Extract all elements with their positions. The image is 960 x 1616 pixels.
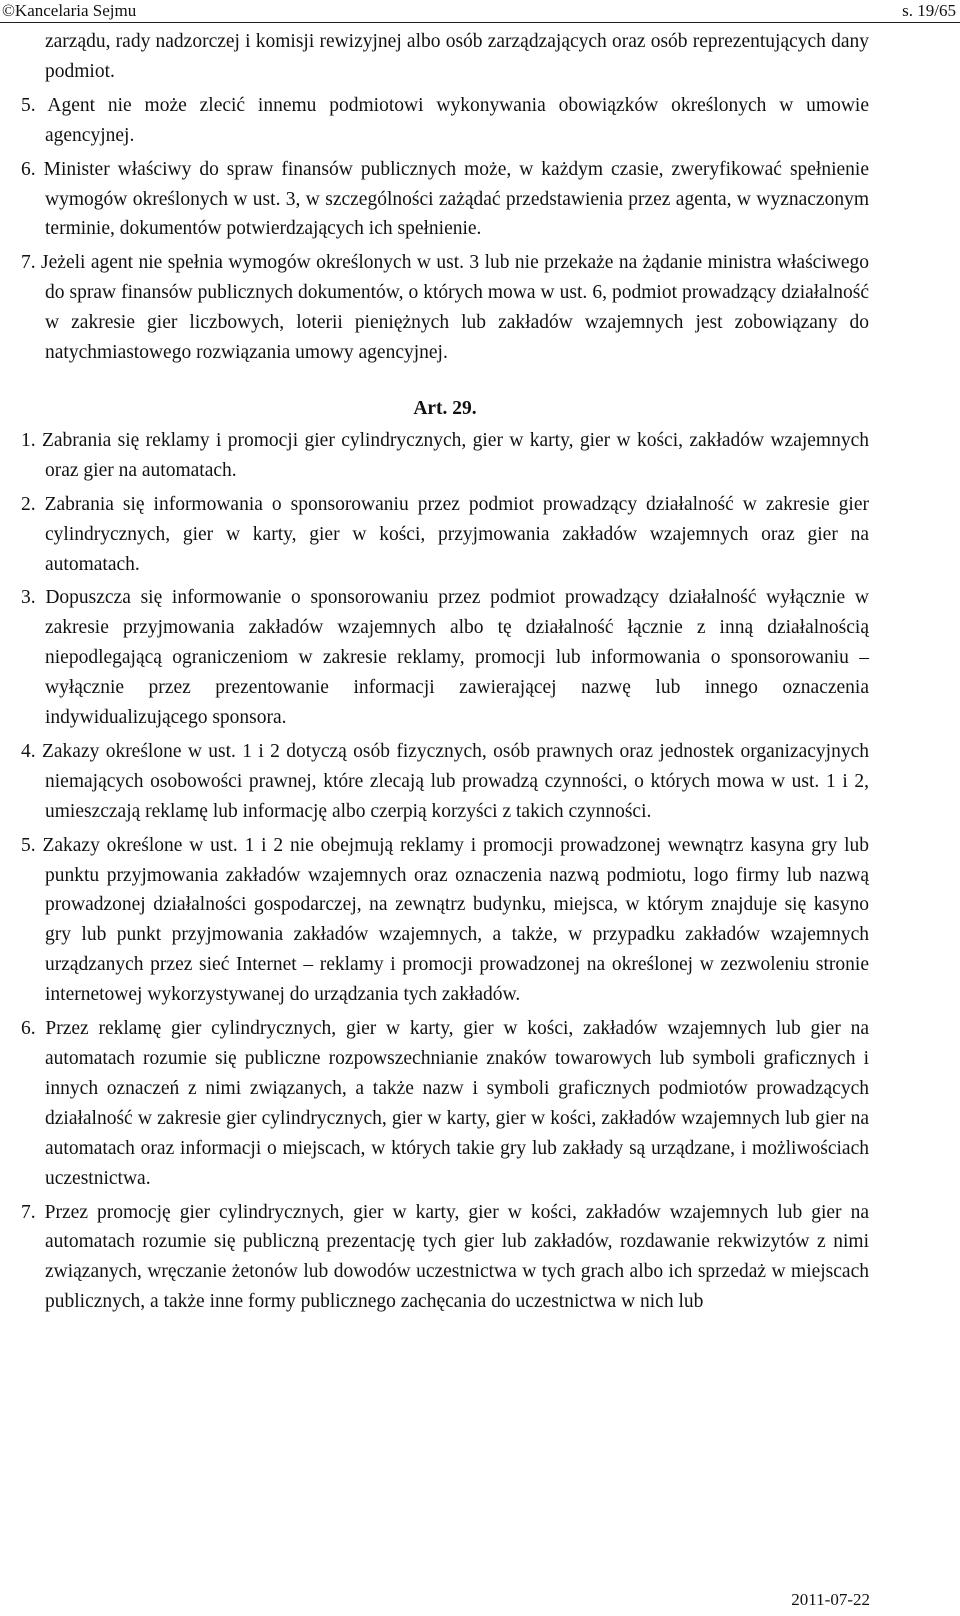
document-body: [21, 27, 869, 1321]
page-header: [0, 0, 960, 23]
paragraph-6: 6. Minister właściwy do spraw finansów publicznych może, w każdym czasie, zweryfikować spełnienie wymogów określonych w ust. 3, w szczególności zażądać przedstawienia przez agenta, w wyznaczonym terminie, dokumentów potwierdzających ich spełnienie.: [21, 158, 869, 240]
article-paragraph-7: 7. Przez promocję gier cylindrycznych, gier w karty, gier w kości, zakładów wzajemnych lub gier na automatach rozumie się publiczną prezentację tych gier lub zakładów, rozdawanie rekwizytów z nimi związanych, wręczanie żetonów lub dowodów uczestnictwa w tych grach albo ich sprzedaż w miejscach publicznych, a także inne formy publicznego zachęcania do uczestnictwa w nich lub: [21, 1201, 869, 1313]
page-number: s. 19/65: [902, 1, 956, 20]
article-paragraph-1: 1. Zabrania się reklamy i promocji gier cylindrycznych, gier w karty, gier w kości, zakładów wzajemnych oraz gier na automatach.: [21, 429, 869, 481]
article-title: Art. 29.: [413, 397, 477, 419]
paragraph-continuation: zarządu, rady nadzorczej i komisji rewizyjnej albo osób zarządzających oraz osób reprezentujących dany podmiot.: [45, 31, 869, 82]
article-paragraph-3: 3. Dopuszcza się informowanie o sponsorowaniu przez podmiot prowadzący działalność wyłącznie w zakresie przyjmowania zakładów wzajemnych albo tę działalność łącznie z inną działalnością niepodlegającą ograniczeniom w zakresie reklamy, promocji lub informowania o sponsorowaniu – wyłącznie przez prezentowanie informacji zawierającej nazwę lub innego oznaczenia indywidualizującego sponsora.: [21, 587, 869, 729]
paragraph-5: 5. Agent nie może zlecić innemu podmiotowi wykonywania obowiązków określonych w umowie agencyjnej.: [21, 94, 869, 146]
article-paragraph-2: 2. Zabrania się informowania o sponsorowaniu przez podmiot prowadzący działalność w zakresie gier cylindrycznych, gier w karty, gier w kości, przyjmowania zakładów wzajemnych oraz gier na automatach.: [21, 493, 869, 575]
paragraph-7: 7. Jeżeli agent nie spełnia wymogów określonych w ust. 3 lub nie przekaże na żądanie ministra właściwego do spraw finansów publicznych dokumentów, o których mowa w ust. 6, podmiot prowadzący działalność w zakresie gier liczbowych, loterii pieniężnych lub zakładów wzajemnych jest zobowiązany do natychmiastowego rozwiązania umowy agencyjnej.: [21, 252, 869, 364]
article-paragraph-5: 5. Zakazy określone w ust. 1 i 2 nie obejmują reklamy i promocji prowadzonej wewnątrz kasyna gry lub punktu przyjmowania zakładów wzajemnych oraz oznaczenia nazwą podmiotu, logo firmy lub nazwą prowadzonej działalności gospodarczej, na zewnątrz budynku, miejsca, w którym znajduje się kasyno gry lub punkt przyjmowania zakładów wzajemnych, a także, w przypadku zakładów wzajemnych urządzanych przez sieć Internet – reklamy i promocji prowadzonej na określonej w zezwoleniu stronie internetowej wykorzystywanej do urządzania tych zakładów.: [21, 834, 869, 1006]
article-paragraph-6: 6. Przez reklamę gier cylindrycznych, gier w karty, gier w kości, zakładów wzajemnych lub gier na automatach rozumie się publiczne rozpowszechnianie znaków towarowych lub symboli graficznych i innych oznaczeń z nimi związanych, a także nazw i symboli graficznych podmiotów prowadzących działalność w zakresie gier cylindrycznych, gier w karty, gier w kości, zakładów wzajemnych lub gier na automatach oraz informacji o miejscach, w których takie gry lub zakłady są urządzane, i możliwościach uczestnictwa.: [21, 1018, 869, 1189]
publisher-label: ©Kancelaria Sejmu: [2, 1, 137, 20]
article-paragraph-4: 4. Zakazy określone w ust. 1 i 2 dotyczą osób fizycznych, osób prawnych oraz jednostek organizacyjnych niemających osobowości prawnej, które zlecają lub prowadzą czynności, o których mowa w ust. 1 i 2, umieszczają reklamę lub informację albo czerpią korzyści z takich czynności.: [21, 740, 869, 822]
page-footer-date: 2011-07-22: [791, 1590, 870, 1609]
